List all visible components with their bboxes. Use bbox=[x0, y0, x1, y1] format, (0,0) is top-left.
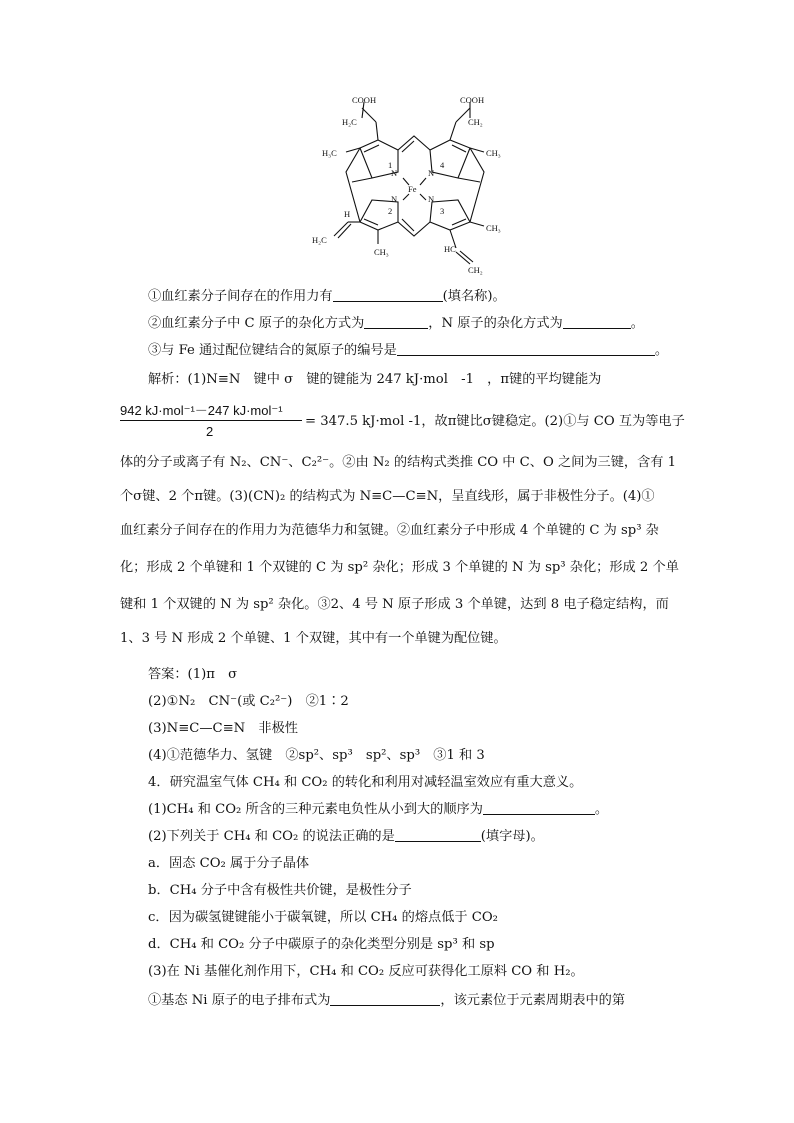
cooh-label-left: COOH bbox=[352, 95, 377, 105]
number-2: 2 bbox=[388, 206, 393, 216]
analysis-line-7: 键和 1 个双键的 N 为 sp² 杂化。③2、4 号 N 原子形成 3 个单键，达到 8 电子稳定结构，而 bbox=[120, 597, 669, 612]
h-label: H bbox=[344, 209, 351, 219]
h3c-label-top: H₃C bbox=[322, 148, 337, 158]
fe-label: Fe bbox=[408, 184, 417, 194]
problem-4-part-3-1: ①基态 Ni 原子的电子排布式为 ，该元素位于元素周期表中的第 bbox=[148, 993, 626, 1008]
answer-blank bbox=[364, 314, 428, 329]
answer-blank bbox=[397, 341, 655, 356]
heme-structure-diagram bbox=[0, 0, 794, 290]
cooh-label-right: COOH bbox=[460, 95, 485, 105]
answer-blank bbox=[563, 314, 631, 329]
problem-4-part-3: (3)在 Ni 基催化剂作用下，CH₄ 和 CO₂ 反应可获得化工原料 CO 和 H₂。 bbox=[148, 964, 584, 979]
analysis-line-2: = 347.5 kJ·mol -1，故π键比σ键稳定。(2)①与 CO 互为等电子 bbox=[305, 414, 685, 429]
question-3: ③与 Fe 通过配位键结合的氮原子的编号是 。 bbox=[148, 343, 668, 358]
option-d: d．CH₄ 和 CO₂ 分子中碳原子的杂化类型分别是 sp³ 和 sp bbox=[148, 937, 495, 952]
ch3-label-right-bottom: CH₃ bbox=[486, 223, 501, 233]
answer-blank bbox=[330, 991, 440, 1006]
fraction-denominator: 2 bbox=[206, 424, 214, 439]
ch2-vinyl-label: CH₂ bbox=[468, 265, 483, 275]
analysis-line-1: 解析：(1)N≡N 键中 σ 键的键能为 247 kJ·mol -1 ，π键的平均键能为 bbox=[148, 372, 602, 387]
question-1: ①血红素分子间存在的作用力有 (填名称)。 bbox=[148, 289, 506, 304]
option-a: a．固态 CO₂ 属于分子晶体 bbox=[148, 856, 310, 871]
answer-line-2: (2)①N₂ CN⁻(或 C₂²⁻) ②1∶2 bbox=[148, 694, 349, 709]
fraction-numerator: 942 kJ·mol⁻¹－247 kJ·mol⁻¹ bbox=[120, 403, 283, 418]
hc-label: HC bbox=[444, 244, 456, 254]
problem-4-part-2: (2)下列关于 CH₄ 和 CO₂ 的说法正确的是 (填字母)。 bbox=[148, 829, 544, 844]
answer-blank bbox=[395, 827, 481, 842]
pyrrole-ring-2 bbox=[360, 200, 398, 230]
option-b: b．CH₄ 分子中含有极性共价键，是极性分子 bbox=[148, 883, 412, 898]
answer-blank bbox=[483, 800, 595, 815]
n-label-3: N bbox=[428, 194, 435, 204]
ch2-label-top: CH₂ bbox=[468, 117, 483, 127]
analysis-line-8: 1、3 号 N 形成 2 个单键、1 个双键，其中有一个单键为配位键。 bbox=[120, 631, 507, 646]
analysis-line-3: 体的分子或离子有 N₂、CN⁻、C₂²⁻。②由 N₂ 的结构式类推 CO 中 C、O 之间为三键，含有 1 bbox=[120, 455, 677, 470]
number-4: 4 bbox=[440, 160, 445, 170]
fraction-bar bbox=[120, 420, 302, 421]
h2c-label: H₂C bbox=[342, 117, 357, 127]
ch3-label-bottom: CH₃ bbox=[374, 247, 389, 257]
n-label-2: N bbox=[391, 194, 398, 204]
answer-line-1: 答案：(1)π σ bbox=[148, 667, 238, 682]
pyrrole-ring-4 bbox=[430, 140, 470, 178]
pyrrole-ring-3 bbox=[430, 200, 470, 230]
question-2: ②血红素分子中 C 原子的杂化方式为 ，N 原子的杂化方式为 。 bbox=[148, 316, 644, 331]
n-label-4: N bbox=[428, 168, 435, 178]
analysis-line-6: 化；形成 2 个单键和 1 个双键的 C 为 sp² 杂化；形成 3 个单键的 N 为 sp³ 杂化；形成 2 个单 bbox=[120, 560, 679, 575]
n-label-1: N bbox=[391, 168, 398, 178]
answer-blank bbox=[333, 287, 443, 302]
h2c-vinyl-label: H₂C bbox=[312, 235, 327, 245]
number-1: 1 bbox=[388, 160, 393, 170]
answer-line-4: (4)①范德华力、氢键 ②sp²、sp³ sp²、sp³ ③1 和 3 bbox=[148, 748, 485, 763]
answer-line-3: (3)N≡C—C≡N 非极性 bbox=[148, 721, 298, 736]
option-c: c．因为碳氢键键能小于碳氧键，所以 CH₄ 的熔点低于 CO₂ bbox=[148, 910, 498, 925]
number-3: 3 bbox=[440, 206, 445, 216]
analysis-line-4: 个σ键、2 个π键。(3)(CN)₂ 的结构式为 N≡C—C≡N，呈直线形，属于非极性分子。(4)① bbox=[120, 489, 655, 504]
problem-4-part-1: (1)CH₄ 和 CO₂ 所含的三种元素电负性从小到大的顺序为 。 bbox=[148, 802, 609, 817]
ch3-label-right-top: CH₃ bbox=[486, 148, 501, 158]
problem-4-stem: 4．研究温室气体 CH₄ 和 CO₂ 的转化和利用对减轻温室效应有重大意义。 bbox=[148, 775, 583, 790]
analysis-line-5: 血红素分子间存在的作用力为范德华力和氢键。②血红素分子中形成 4 个单键的 C 为 sp³ 杂 bbox=[120, 523, 659, 538]
